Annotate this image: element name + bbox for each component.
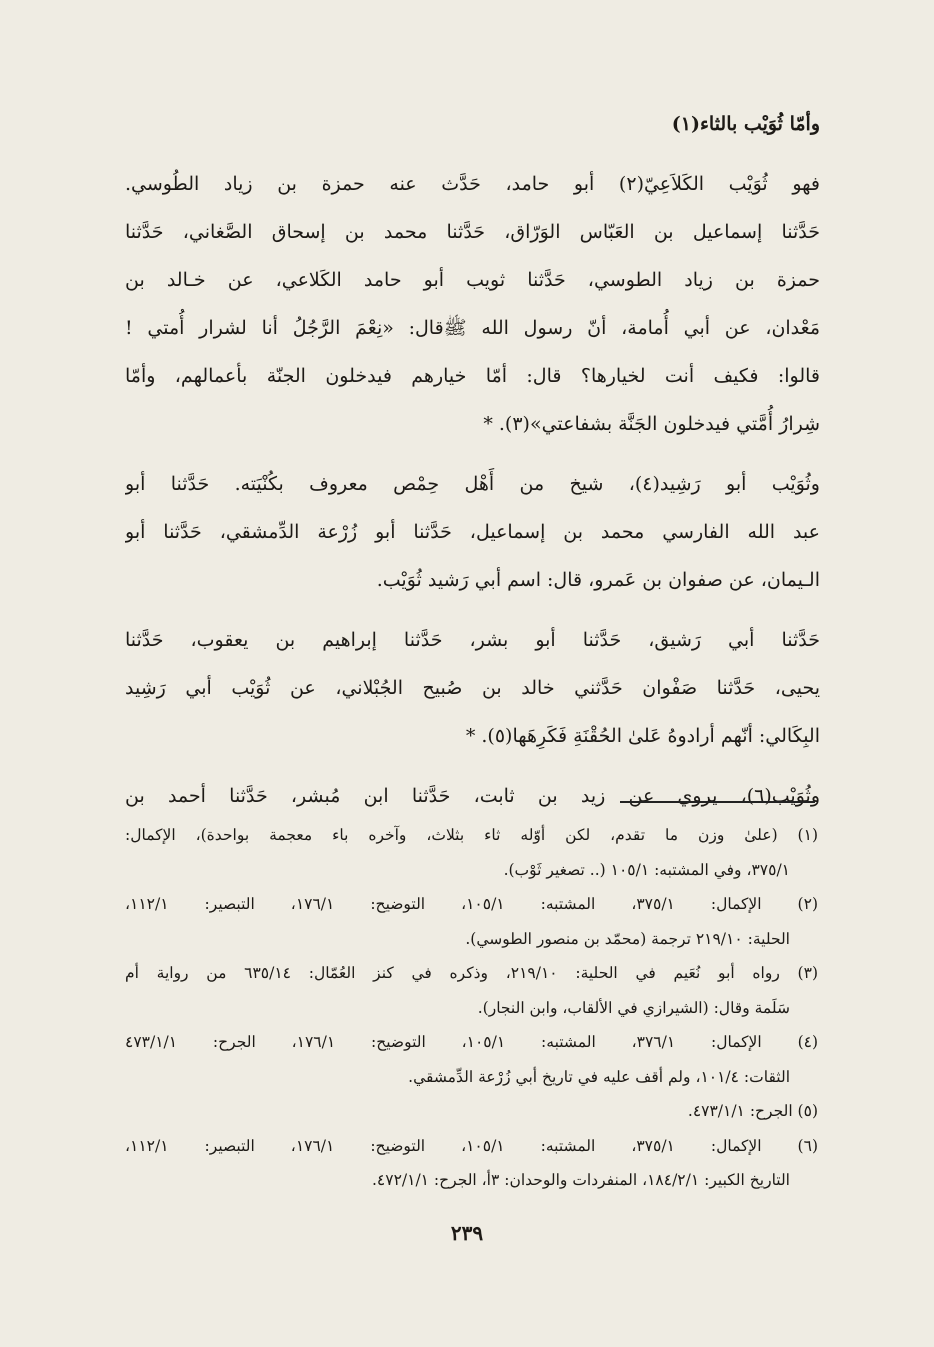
footnotes <box>125 818 818 1198</box>
text-line: الـيمان، عن صفوان بن عَمرو، قال: اسم أبي رَشيد ثُوَيْب. <box>376 569 820 591</box>
text-line: حَدَّثنا أبي رَشيق، حَدَّثنا أبو بشر، حَدَّثنا إبراهيم بن يعقوب، حَدَّثنا <box>125 629 820 651</box>
text-line: مَعْدان، عن أبي أُمامة، أنّ رسول الله ﷺقال: «نِعْمَ الرَّجُلُ أنا لشرار أُمتي ! <box>125 317 820 339</box>
footnote-5 <box>125 1094 818 1129</box>
footnote-1 <box>125 818 818 887</box>
footnote-line: (٥) الجرح: ٤٧٣/١/١. <box>687 1102 818 1120</box>
paragraph-4 <box>125 772 820 820</box>
footnote-3 <box>125 956 818 1025</box>
text-line: شِرارُ أُمَّتي فيدخلون الجَنَّة بشفاعتي»(٣). * <box>483 413 820 435</box>
footnote-line: الثقات: ١٠١/٤، ولم أقف عليه في تاريخ أبي زُرْعة الدِّمشقي. <box>408 1067 790 1086</box>
footnote-line: (٤) الإكمال: ٣٧٦/١، المشتبه: ١٠٥/١، التوضيح: ١٧٦/١، الجرح: ٤٧٣/١/١ <box>125 1033 818 1051</box>
footnote-divider <box>620 801 815 803</box>
footnote-line: التاريخ الكبير: ١٨٤/٢/١، المنفردات والوحدان: ٣أ، الجرح: ٤٧٢/١/١. <box>371 1171 790 1189</box>
text-line: حَدَّثنا إسماعيل بن العَبّاس الوَرّاق، حَدَّثنا محمد بن إسحاق الصَّغاني، حَدَّثنا <box>125 221 820 243</box>
paragraph-1 <box>125 160 820 448</box>
footnote-line: ٣٧٥/١، وفي المشتبه: ١٠٥/١ (.. تصغير ثَوْب). <box>503 860 790 879</box>
footnote-line: سَلَمة وقال: (الشيرازي في الألقاب، وابن النجار). <box>477 998 790 1017</box>
footnote-line: (١) (علىٰ وزن ما تقدم، لكن أوّله ثاء بثلاث، وآخره باء معجمة بواحدة)، الإكمال: <box>125 826 818 844</box>
text-line: قالوا: فكيف أنت لخيارها؟ قال: أمّا خيارهم فيدخلون الجنّة بأعمالهم، وأمّا <box>125 365 820 387</box>
text-line: وثُوَيْب(٦)، يروي عن زيد بن ثابت، حَدَّثنا ابن مُبشر، حَدَّثنا أحمد بن <box>125 785 820 807</box>
footnote-line: (٦) الإكمال: ٣٧٥/١، المشتبه: ١٠٥/١، التوضيح: ١٧٦/١، التبصير: ١١٢/١، <box>125 1136 818 1155</box>
paragraph-2 <box>125 460 820 604</box>
main-text <box>125 100 820 832</box>
footnote-4 <box>125 1025 818 1094</box>
section-heading: وأمّا ثُوَيْب بالثاء(١) <box>671 113 820 135</box>
footnote-2 <box>125 887 818 956</box>
text-line: عبد الله الفارسي محمد بن إسماعيل، حَدَّثنا أبو زُرْعة الدِّمشقي، حَدَّثنا أبو <box>125 521 820 543</box>
text-line: فهو ثُوَيْب الكَلاَعِيّ(٢) أبو حامد، حَدَّث عنه حمزة بن زياد الطُوسي. <box>125 173 820 195</box>
footnote-6 <box>125 1129 818 1198</box>
paragraph-3 <box>125 616 820 760</box>
footnote-line: (٣) رواه أبو نُعَيم في الحلية: ٢١٩/١٠، وذكره في كنز العُمّال: ٦٣٥/١٤ من رواية أم <box>125 964 818 982</box>
text-line: وثُوَيْب أبو رَشِيد(٤)، شيخ من أَهْل حِمْص معروف بكُنْيَته. حَدَّثنا أبو <box>125 473 820 495</box>
page-number: ٢٣٩ <box>450 1221 484 1245</box>
text-line: يحيى، حَدَّثنا صَفْوان حَدَّثني خالد بن صُبيح الجُبْلاني، عن ثُوَيْب أبي رَشِيد <box>125 677 820 699</box>
footnote-line: (٢) الإكمال: ٣٧٥/١، المشتبه: ١٠٥/١، التوضيح: ١٧٦/١، التبصير: ١١٢/١، <box>125 895 818 913</box>
text-line: البِكَالي: أنّهم أرادوهُ عَلىٰ الحُقْنَةِ فَكَرِهَها(٥). * <box>465 725 820 747</box>
text-line: حمزة بن زياد الطوسي، حَدَّثنا ثويب أبو حامد الكَلاعي، عن خـالد بن <box>125 269 820 291</box>
footnote-line: الحلية: ٢١٩/١٠ ترجمة (محمّد بن منصور الطوسي). <box>465 929 790 948</box>
